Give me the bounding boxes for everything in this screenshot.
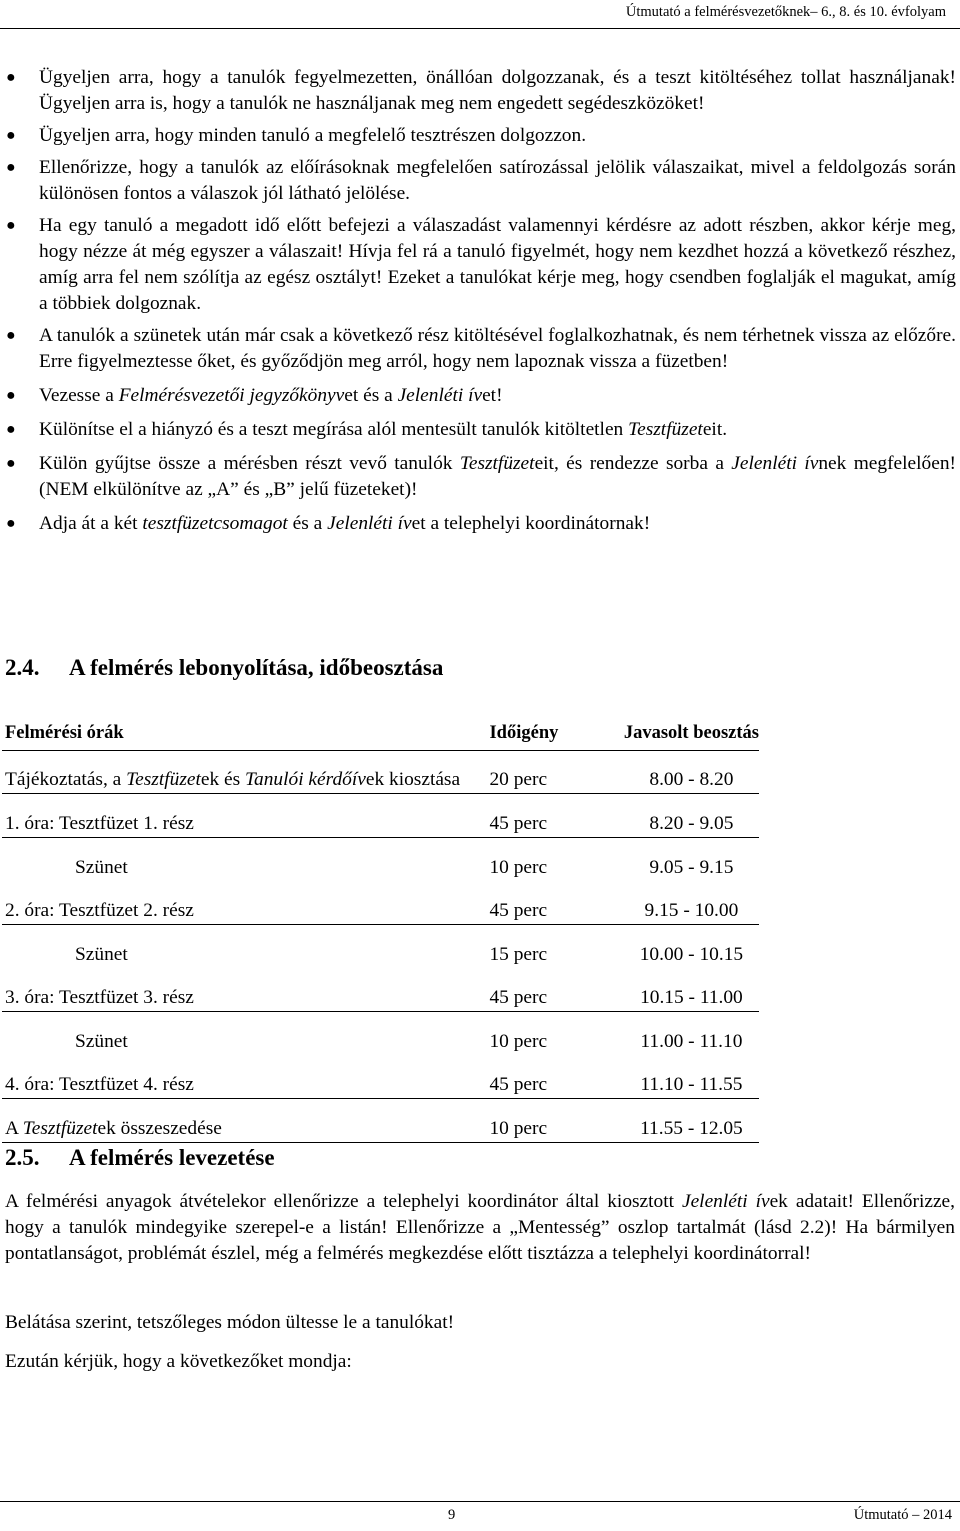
table-row bbox=[2, 751, 759, 794]
instruction-list bbox=[0, 65, 960, 543]
column-header: Felmérési órák bbox=[2, 716, 489, 751]
table-cell: 15 perc bbox=[489, 944, 548, 965]
table-cell: 45 perc bbox=[489, 968, 573, 1012]
table-cell: 10 perc bbox=[489, 857, 548, 878]
table-cell: 11.55 - 12.05 bbox=[574, 1099, 759, 1143]
bullet-icon: ● bbox=[6, 515, 16, 532]
footer-label: Útmutató – 2014 bbox=[853, 1507, 952, 1523]
table-row bbox=[2, 838, 759, 882]
table-cell: 9.15 - 10.00 bbox=[574, 881, 759, 925]
footer-rule bbox=[0, 1501, 960, 1502]
bullet-icon: ● bbox=[6, 127, 16, 144]
bullet-icon: ● bbox=[6, 455, 16, 472]
table-row bbox=[2, 881, 759, 925]
column-header: Javasolt beosztás bbox=[574, 716, 759, 751]
table-cell: 1. óra: Tesztfüzet 1. rész bbox=[2, 794, 489, 838]
table-row bbox=[2, 968, 759, 1012]
table-cell: 10.00 - 10.15 bbox=[639, 944, 744, 965]
table-header-row bbox=[2, 716, 759, 751]
list-item: ● Vezesse a Felmérésvezetői jegyzőkönyvet és a Jelenléti ívet! bbox=[0, 383, 960, 409]
table-cell: 10 perc bbox=[489, 1031, 548, 1052]
header-rule bbox=[0, 28, 960, 29]
bullet-icon: ● bbox=[6, 387, 16, 404]
list-item: ● Ellenőrizze, hogy a tanulók az előírásoknak megfelelően satírozással jelölik válaszaikat, mivel a feldolgozás során különösen fontos a válaszok jól látható jelölése. bbox=[6, 157, 956, 204]
list-item: ● A tanulók a szünetek után már csak a következő rész kitöltésével foglalkozhatnak, és nem térhetnek vissza az előzőre. Erre figyelmeztesse őket, és győződjön meg arról, hogy nem lapoznak vissza a füzetben! bbox=[6, 325, 956, 372]
table-cell: 10 perc bbox=[489, 1099, 573, 1143]
table-cell: 4. óra: Tesztfüzet 4. rész bbox=[2, 1055, 489, 1099]
table-cell: 8.00 - 8.20 bbox=[574, 751, 759, 794]
table-cell: A Tesztfüzetek összeszedése bbox=[2, 1099, 489, 1143]
table-cell: 9.05 - 9.15 bbox=[649, 857, 734, 878]
table-cell: 10.15 - 11.00 bbox=[574, 968, 759, 1012]
section-heading: 2.5. A felmérés levezetése bbox=[5, 1145, 275, 1170]
body-paragraph: Ezután kérjük, hogy a következőket mondja: bbox=[5, 1351, 352, 1372]
bullet-icon: ● bbox=[6, 69, 16, 86]
list-item: ● Külön gyűjtse össze a mérésben részt vevő tanulók Tesztfüzeteit, és rendezze sorba a Jelenléti ívnek megfelelően! (NEM elkülönítve az „A” és „B” jelű füzeteket)! bbox=[6, 453, 956, 500]
table-cell: Szünet bbox=[75, 944, 128, 965]
running-header: Útmutató a felmérésvezetőknek– 6., 8. és 10. évfolyam bbox=[625, 4, 946, 20]
table-cell: 20 perc bbox=[489, 751, 573, 794]
bullet-icon: ● bbox=[6, 159, 16, 176]
bullet-icon: ● bbox=[6, 421, 16, 438]
list-item: ● Ha egy tanuló a megadott idő előtt befejezi a válaszadást valamennyi kérdésre az adott részben, akkor kérje meg, hogy nézze át még egyszer a válaszait! Hívja fel rá a tanuló figyelmét, hogy nem kezdhet hozzá a következő részhez, amíg arra fel nem szólítja az egész osztályt! Ezeket a tanulókat kérje meg, hogy csendben foglalják el magukat, amíg a többiek dolgoznak. bbox=[6, 215, 956, 314]
table-cell: 45 perc bbox=[489, 794, 573, 838]
section-heading: 2.4. A felmérés lebonyolítása, időbeosztása bbox=[5, 655, 444, 680]
table-cell: 2. óra: Tesztfüzet 2. rész bbox=[2, 881, 489, 925]
column-header: Időigény bbox=[489, 716, 573, 751]
table-cell: 11.00 - 11.10 bbox=[640, 1031, 743, 1052]
table-cell: 45 perc bbox=[489, 881, 573, 925]
list-item: ● Különítse el a hiányzó és a teszt megírása alól mentesült tanulók kitöltetlen Tesztfüzeteit. bbox=[0, 417, 960, 443]
table-cell: 11.10 - 11.55 bbox=[574, 1055, 759, 1099]
list-item: ● Ügyeljen arra, hogy a tanulók fegyelmezetten, önállóan dolgozzanak, és a teszt kitöltéséhez tollat használjanak! Ügyeljen arra is, hogy a tanulók ne használjanak meg nem engedett segédeszközöket! bbox=[6, 67, 956, 114]
table-row bbox=[2, 925, 759, 969]
table-cell: 8.20 - 9.05 bbox=[574, 794, 759, 838]
table-cell: Szünet bbox=[75, 857, 128, 878]
table-cell: 3. óra: Tesztfüzet 3. rész bbox=[2, 968, 489, 1012]
bullet-icon: ● bbox=[6, 217, 16, 234]
table-cell: Szünet bbox=[75, 1031, 128, 1052]
bullet-icon: ● bbox=[6, 327, 16, 344]
schedule-table bbox=[2, 716, 759, 1143]
table-cell: Tájékoztatás, a Tesztfüzetek és Tanulói kérdőívek kiosztása bbox=[2, 751, 489, 794]
list-item: ● Adja át a két tesztfüzetcsomagot és a Jelenléti ívet a telephelyi koordinátornak! bbox=[0, 511, 960, 537]
list-item: ● Ügyeljen arra, hogy minden tanuló a megfelelő tesztrészen dolgozzon. bbox=[0, 123, 960, 149]
table-cell: 45 perc bbox=[489, 1055, 573, 1099]
table-row bbox=[2, 1055, 759, 1099]
table-row bbox=[2, 794, 759, 838]
body-paragraph: Belátása szerint, tetszőleges módon ültesse le a tanulókat! bbox=[5, 1312, 455, 1333]
page-number: 9 bbox=[448, 1507, 456, 1523]
body-paragraph: A felmérési anyagok átvételekor ellenőrizze a telephelyi koordinátor által kiosztott Jelenléti ívek adatait! Ellenőrizze, hogy a tanulók mindegyike szerepel-e a listán! Ellenőrizze a „Mentesség” oszlop tartalmát (lásd 2.2)! Ha bármilyen pontatlanságot, problémát észlel, még a felmérés megkezdése előtt tisztázza a telephelyi koordinátorral! bbox=[5, 1191, 956, 1264]
table-row bbox=[2, 1012, 759, 1056]
table-row bbox=[2, 1099, 759, 1143]
